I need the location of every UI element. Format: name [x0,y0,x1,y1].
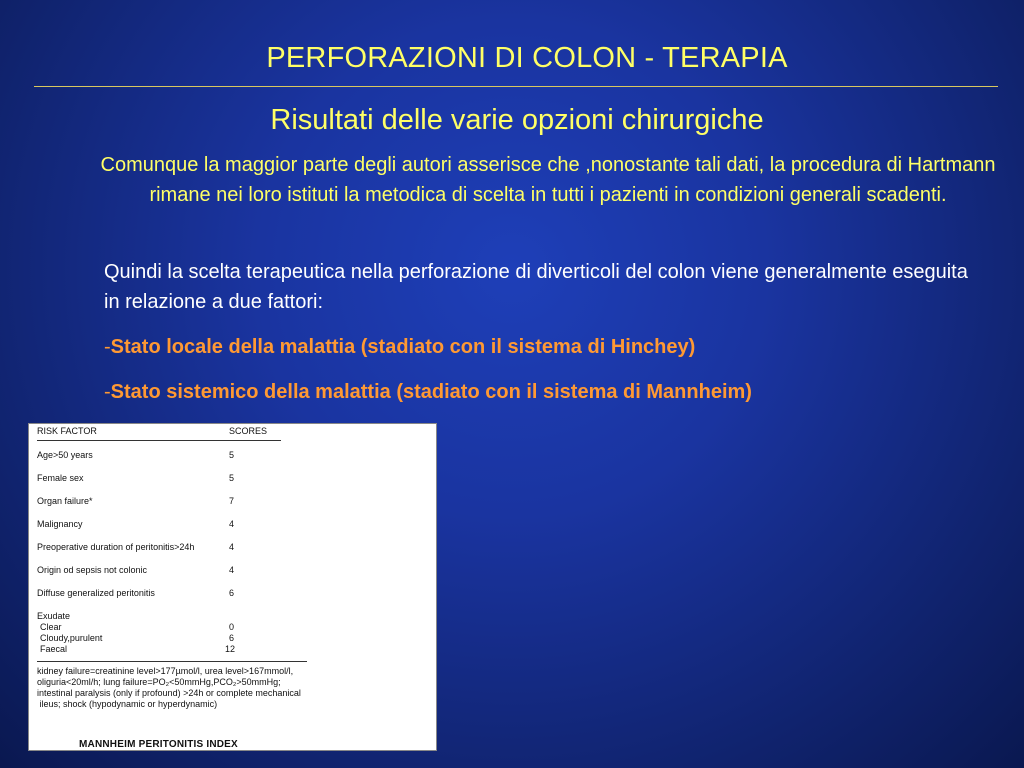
exudate-label: Exudate [37,611,71,621]
table-score: 5 [229,473,235,483]
slide-title: PERFORAZIONI DI COLON - TERAPIA [266,42,788,74]
table-score: 7 [229,496,235,506]
bullet-dash: - [104,336,111,358]
bullet-text: Stato sistemico della malattia (stadiato con il sistema di Mannheim) [110,381,752,403]
table-row: Organ failure* [37,496,93,506]
table-score: 12 [225,644,236,654]
table-score: 5 [229,450,235,460]
title-divider [34,86,998,87]
mannheim-table-image [28,423,437,751]
table-row: Diffuse generalized peritonitis [37,588,155,598]
bullet-local-state [104,336,695,359]
footnote: intestinal paralysis (only if profound) >24h or complete mechanical [37,688,301,698]
bullet-text: Stato locale della malattia (stadiato con il sistema di Hinchey) [110,336,696,358]
table-score: 4 [229,519,235,529]
table-row: Preoperative duration of peritonitis>24h [37,542,195,552]
footnote-line [37,661,307,662]
slide-subtitle: Risultati delle varie opzioni chirurgiche [270,104,764,136]
table-score: 6 [229,588,235,598]
table-row: Clear [40,622,62,632]
header-scores: SCORES [229,426,268,436]
bullet-dash: - [104,381,111,403]
footnote: oliguria<20ml/h; lung failure=PO₂<50mmHg,PCO₂>50mmHg; [37,677,281,687]
table-caption: MANNHEIM PERITONITIS INDEX [79,739,238,750]
bullet-systemic-state [104,381,752,404]
table-row: Malignancy [37,519,83,529]
footnote: kidney failure=creatinine level>177µmol/l, urea level>167mmol/l, [37,666,294,676]
table-row: Origin od sepsis not colonic [37,565,148,575]
table-score: 0 [229,622,235,632]
table-row: Female sex [37,473,84,483]
paragraph-hartmann: Comunque la maggior parte degli autori asserisce che ,nonostante tali dati, la procedura di Hartmann rimane nei loro istituti la metodica di scelta in tutti i pazienti in condizioni generali scadenti. [100,154,996,206]
table-row: Age>50 years [37,450,93,460]
footnote: ileus; shock (hypodynamic or hyperdynamic) [37,699,218,709]
paragraph-choice-factors: Quindi la scelta terapeutica nella perforazione di diverticoli del colon viene generalmente eseguita in relazione a due fattori: [104,261,968,313]
table-score: 6 [229,633,235,643]
table-score: 4 [229,542,235,552]
header-line [37,440,281,441]
table-score: 4 [229,565,235,575]
table-row: Faecal [40,644,68,654]
header-risk-factor: RISK FACTOR [37,426,97,436]
table-row: Cloudy,purulent [40,633,103,643]
